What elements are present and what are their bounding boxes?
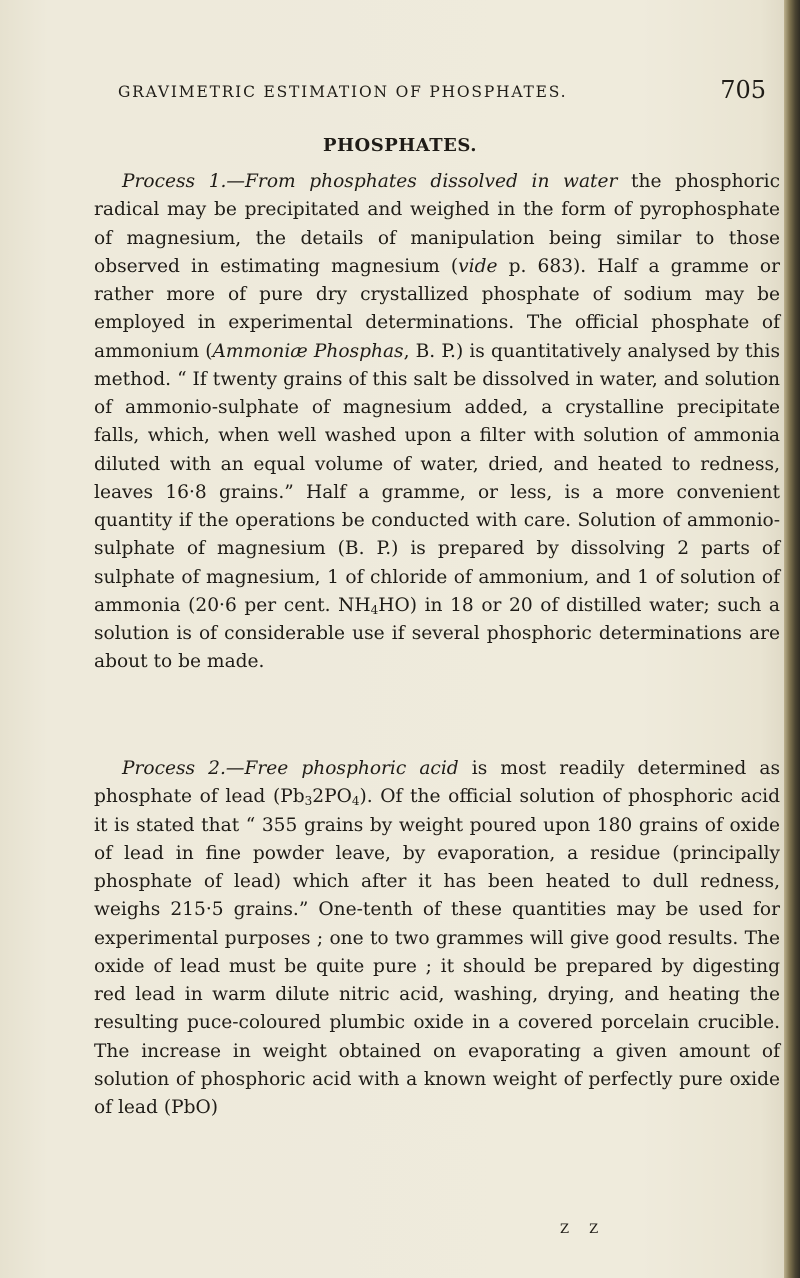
formula-subscript: 4 — [370, 602, 379, 617]
signature-mark: Z Z — [560, 1222, 607, 1237]
process-2-text-part-1: is most readily determined as phosphate of lead (Pb — [94, 758, 780, 808]
running-title: GRAVIMETRIC ESTIMATION OF PHOSPHATES. — [118, 83, 568, 101]
process-1-text-part-4: HO) in 18 or 20 of distilled water; such a solution is of considerable use if several phosphoric determinations are about to be made. — [94, 594, 780, 673]
latin-name: Ammoniæ Phosphas — [212, 340, 404, 362]
paragraph-process-2 — [94, 755, 780, 1122]
vide-reference: vide — [458, 255, 498, 277]
process-1-text-part-2: p. 683). Half a gramme or rather more of pure dry crystallized phosphate of sodium may be employed in experimental determinations. The official phosphate of ammonium ( — [94, 255, 780, 362]
process-1-text-part-1: the phosphoric radical may be precipitated and weighed in the form of pyrophosphate of magnesium, the details of manipulation being similar to those observed in estimating magnesium ( — [94, 171, 780, 277]
process-1-text-part-3: , B. P.) is quantitatively analysed by this method. “ If twenty grains of this salt be dissolved in water, and solution of ammonio-sulphate of magnesium added, a crystalline precipitate falls, which, when well washed upon a filter with solution of ammonia diluted with an equal volume of water, dried, and heated to redness, leaves 16·8 grains.” Half a gramme, or less, is a more convenient quantity if the operations be conducted with care. Solution of ammonio-sulphate of magnesium (B. P.) is prepared by dissolving 2 parts of sulphate of magnesium, 1 of chloride of ammonium, and 1 of solution of ammonia (20·6 per cent. NH — [94, 340, 780, 616]
process-2-text-part-3: ). Of the official solution of phosphoric acid it is stated that “ 355 grains by weight poured upon 180 grains of oxide of lead in fine powder leave, by evaporation, a residue (principally phosphate of lead) which after it has been heated to dull redness, weighs 215·5 grains.” One-tenth of these quantities may be used for experimental purposes ; one to two grammes will give good results. The oxide of lead must be quite pure ; it should be prepared by digesting red lead in warm dilute nitric acid, washing, drying, and heating the resulting puce-coloured plumbic oxide in a covered porcelain crucible. The increase in weight obtained on evaporating a given amount of solution of phosphoric acid with a known weight of perfectly pure oxide of lead (PbO) — [94, 786, 780, 1118]
formula-subscript-b: 4 — [351, 794, 360, 809]
formula-subscript-a: 3 — [304, 794, 313, 809]
section-title: PHOSPHATES. — [323, 135, 477, 156]
page-number: 705 — [720, 76, 766, 104]
page-header — [96, 76, 776, 106]
process-2-text-part-2: 2PO — [312, 786, 352, 808]
paragraph-process-1 — [94, 168, 780, 677]
process-2-label: Process 2.—Free phosphoric acid — [122, 758, 459, 779]
process-1-label: Process 1.—From phosphates dissolved in water — [122, 171, 618, 192]
page-binding-edge — [784, 0, 800, 1278]
